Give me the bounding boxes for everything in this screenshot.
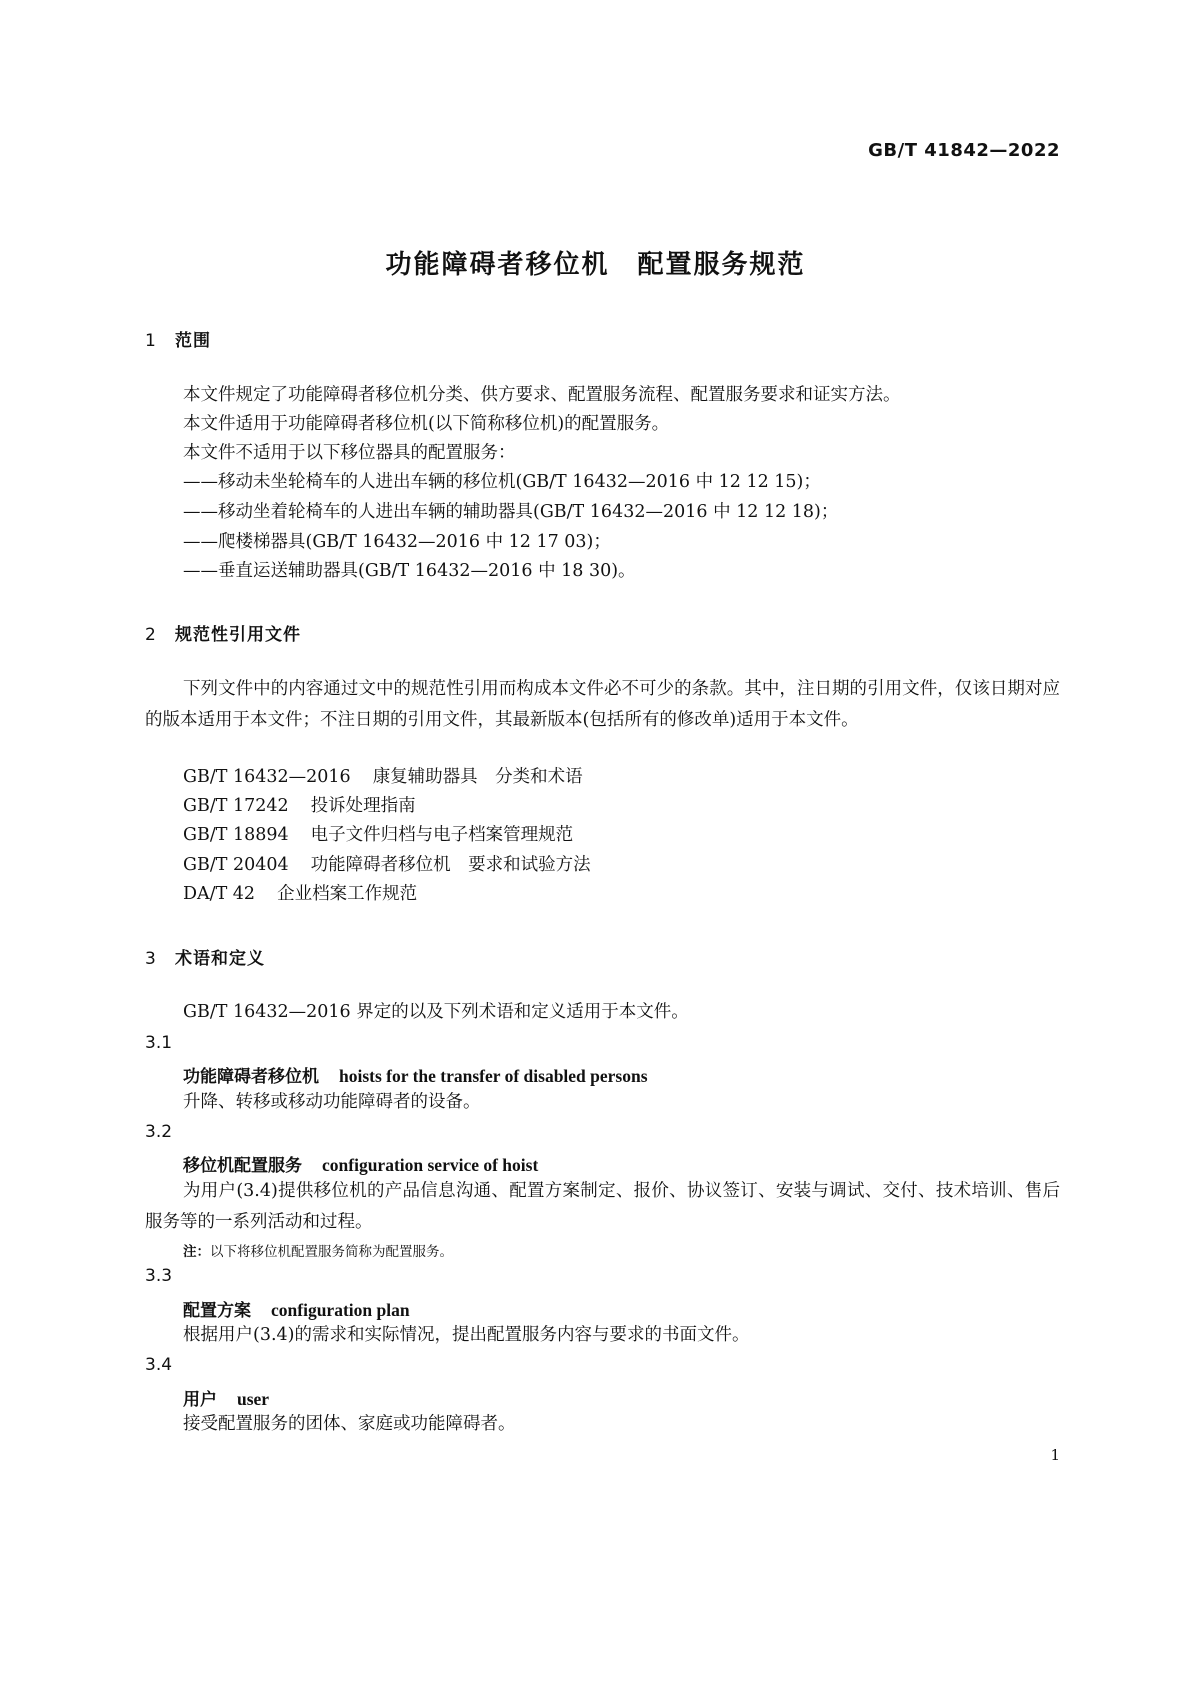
terms-intro: GB/T 16432—2016 界定的以及下列术语和定义适用于本文件。 (183, 1002, 689, 1022)
term-heading (183, 1296, 410, 1321)
reference-code: GB/T 18894 (183, 825, 289, 845)
reference-item (183, 879, 417, 910)
term-number: 3.4 (145, 1355, 173, 1375)
term-en: hoists for the transfer of disabled persons (339, 1066, 648, 1086)
term-zh: 功能障碍者移位机 (183, 1067, 319, 1087)
section-title: 术语和定义 (175, 949, 265, 969)
reference-title: 功能障碍者移位机 要求和试验方法 (310, 855, 591, 875)
section-title: 规范性引用文件 (175, 625, 301, 645)
term-note (183, 1240, 453, 1260)
section-number: 1 (145, 331, 157, 351)
reference-code: DA/T 42 (183, 884, 256, 904)
normative-references-intro: 下列文件中的内容通过文中的规范性引用而构成本文件必不可少的条款。其中，注日期的引用文件，仅该日期对应的版本适用于本文件；不注日期的引用文件，其最新版本(包括所有的修改单)适用于本文件。 (145, 679, 1060, 730)
term-heading (183, 1062, 648, 1087)
term-definition: 根据用户(3.4)的需求和实际情况，提出配置服务内容与要求的书面文件。 (183, 1325, 750, 1345)
scope-line-2: 本文件适用于功能障碍者移位机(以下简称移位机)的配置服务。 (183, 414, 670, 434)
section-3-heading (145, 944, 265, 969)
scope-exclusion-1: ——移动未坐轮椅车的人进出车辆的移位机(GB/T 16432—2016 中 12 12 15)； (183, 472, 821, 492)
page-number: 1 (1050, 1446, 1060, 1464)
section-number: 2 (145, 625, 157, 645)
section-title: 范围 (175, 331, 211, 351)
reference-code: GB/T 20404 (183, 855, 289, 875)
term-definition: 升降、转移或移动功能障碍者的设备。 (183, 1092, 481, 1112)
standard-number: GB/T 41842—2022 (868, 140, 1060, 161)
reference-title: 投诉处理指南 (310, 796, 416, 816)
reference-title: 电子文件归档与电子档案管理规范 (310, 825, 574, 845)
term-heading (183, 1151, 538, 1176)
reference-title: 康复辅助器具 分类和术语 (372, 767, 583, 787)
term-heading (183, 1385, 269, 1410)
scope-exclusion-2: ——移动坐着轮椅车的人进出车辆的辅助器具(GB/T 16432—2016 中 12 12 18)； (183, 502, 839, 522)
reference-title: 企业档案工作规范 (277, 884, 418, 904)
note-text: 以下将移位机配置服务简称为配置服务。 (210, 1244, 453, 1260)
term-en: user (237, 1389, 270, 1409)
document-title: 功能障碍者移位机 配置服务规范 (385, 250, 806, 280)
term-definition: 接受配置服务的团体、家庭或功能障碍者。 (183, 1414, 516, 1434)
reference-code: GB/T 17242 (183, 796, 289, 816)
term-zh: 移位机配置服务 (183, 1156, 302, 1176)
term-en: configuration service of hoist (322, 1155, 539, 1175)
term-number: 3.1 (145, 1033, 173, 1053)
scope-exclusion-3: ——爬楼梯器具(GB/T 16432—2016 中 12 17 03)； (183, 532, 611, 552)
reference-item (183, 762, 583, 793)
section-number: 3 (145, 949, 157, 969)
section-2-heading (145, 620, 301, 645)
term-zh: 配置方案 (183, 1301, 251, 1321)
scope-line-1: 本文件规定了功能障碍者移位机分类、供方要求、配置服务流程、配置服务要求和证实方法。 (183, 385, 901, 405)
term-definition: 为用户(3.4)提供移位机的产品信息沟通、配置方案制定、报价、协议签订、安装与调试、交付、技术培训、售后服务等的一系列活动和过程。 (145, 1181, 1060, 1232)
term-zh: 用户 (183, 1390, 217, 1410)
reference-item (183, 850, 591, 881)
section-1-heading (145, 326, 211, 351)
term-number: 3.2 (145, 1122, 173, 1142)
scope-exclusion-4: ——垂直运送辅助器具(GB/T 16432—2016 中 18 30)。 (183, 561, 636, 581)
reference-code: GB/T 16432—2016 (183, 767, 351, 787)
reference-item (183, 820, 573, 851)
scope-line-3: 本文件不适用于以下移位器具的配置服务： (183, 443, 516, 463)
note-label: 注： (183, 1244, 210, 1260)
term-en: configuration plan (271, 1300, 410, 1320)
term-number: 3.3 (145, 1266, 173, 1286)
reference-item (183, 791, 416, 822)
